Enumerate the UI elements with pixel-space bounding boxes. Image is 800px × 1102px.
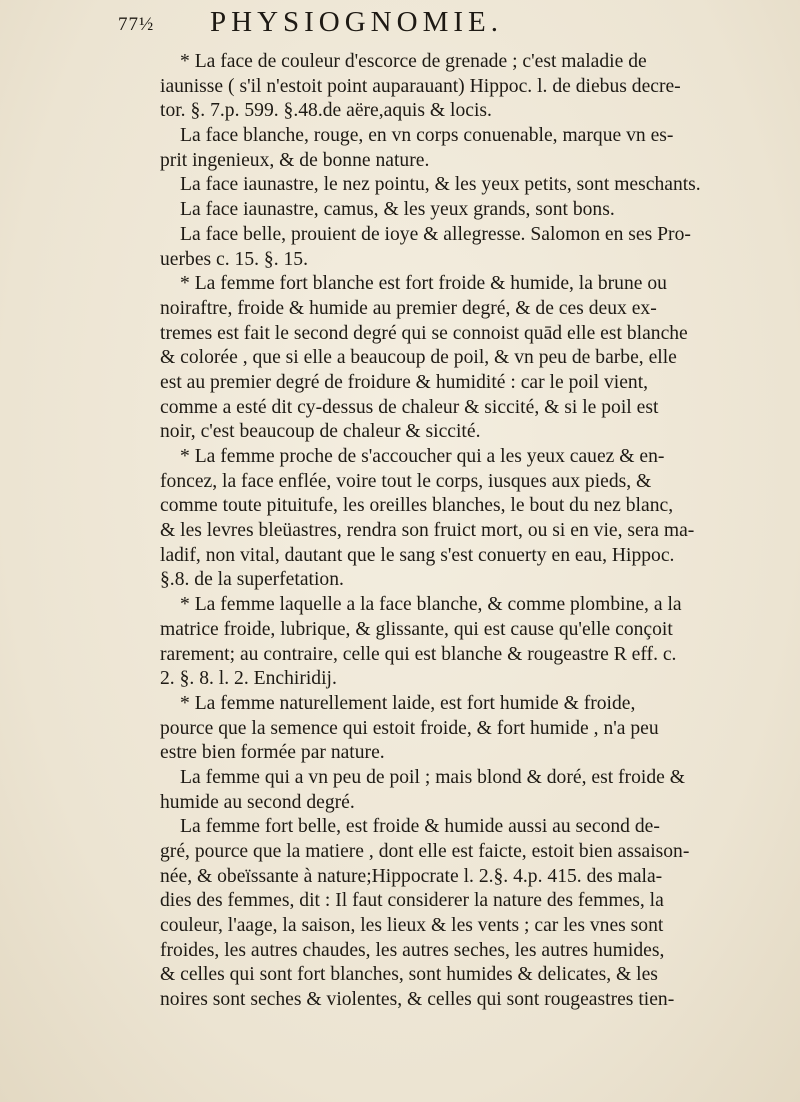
text-line: née, & obeïssante à nature;Hippocrate l. 2.§. 4.p. 415. des mala- xyxy=(160,865,663,887)
text-line: froides, les autres chaudes, les autres seches, les autres humides, xyxy=(160,939,665,961)
text-line: tremes est fait le second degré qui se connoist quād elle est blanche xyxy=(160,322,688,344)
text-line: uerbes c. 15. §. 15. xyxy=(160,248,309,270)
text-line: noires sont seches & violentes, & celles qui sont rougeastres tien- xyxy=(160,989,675,1011)
text-line: La femme fort belle, est froide & humide aussi au second de- xyxy=(180,816,660,838)
text-line: gré, pource que la matiere , dont elle est faicte, estoit bien assaison- xyxy=(160,841,690,862)
text-line: La face belle, prouient de ioye & allegresse. Salomon en ses Pro- xyxy=(180,223,691,245)
text-line: ladif, non vital, dautant que le sang s'est conuerty en eau, Hippoc. xyxy=(160,544,675,566)
text-line: La face iaunastre, camus, & les yeux grands, sont bons. xyxy=(180,199,615,221)
text-line: noir, c'est beaucoup de chaleur & siccité. xyxy=(160,421,481,443)
text-line: humide au second degré. xyxy=(160,791,355,813)
text-line: rarement; au contraire, celle qui est blanche & rougeastre R eff. c. xyxy=(160,643,677,665)
page-header xyxy=(118,6,740,40)
text-line: 2. §. 8. l. 2. Enchiridij. xyxy=(160,668,337,690)
body-text xyxy=(160,50,760,1013)
text-line: * La face de couleur d'escorce de grenade ; c'est maladie de xyxy=(180,51,647,72)
text-line: pource que la semence qui estoit froide, & fort humide , n'a peu xyxy=(160,717,659,739)
text-line: & celles qui sont fort blanches, sont humides & delicates, & les xyxy=(160,964,658,986)
text-line: tor. §. 7.p. 599. §.48.de aëre,aquis & locis. xyxy=(160,100,492,122)
running-head: PHYSIOGNOMIE. xyxy=(210,6,503,38)
text-line: iaunisse ( s'il n'estoit point auparauant) Hippoc. l. de diebus decre- xyxy=(160,75,681,97)
text-line: & colorée , que si elle a beaucoup de poil, & vn peu de barbe, elle xyxy=(160,347,677,369)
text-line: comme a esté dit cy-dessus de chaleur & siccité, & si le poil est xyxy=(160,396,659,418)
text-line: couleur, l'aage, la saison, les lieux & les vents ; car les vnes sont xyxy=(160,915,664,937)
text-line: prit ingenieux, & de bonne nature. xyxy=(160,149,430,171)
text-line: matrice froide, lubrique, & glissante, qui est cause qu'elle conçoit xyxy=(160,618,673,640)
text-line: comme toute pituitufe, les oreilles blanches, le bout du nez blanc, xyxy=(160,495,674,517)
text-line: dies des femmes, dit : Il faut considerer la nature des femmes, la xyxy=(160,890,664,912)
text-line: est au premier degré de froidure & humidité : car le poil vient, xyxy=(160,371,649,393)
text-line: noiraftre, froide & humide au premier degré, & de ces deux ex- xyxy=(160,297,657,319)
text-line: * La femme proche de s'accoucher qui a les yeux cauez & en- xyxy=(180,446,665,467)
text-line: * La femme naturellement laide, est fort humide & froide, xyxy=(180,692,636,714)
text-line: foncez, la face enflée, voire tout le corps, iusques aux pieds, & xyxy=(160,470,652,492)
text-line: & les levres bleüastres, rendra son fruict mort, ou si en vie, sera ma- xyxy=(160,520,695,542)
page-number: 77½ xyxy=(118,14,155,35)
text-line: * La femme fort blanche est fort froide & humide, la brune ou xyxy=(180,273,667,295)
text-line: §.8. de la superfetation. xyxy=(160,569,344,591)
text-line: La femme qui a vn peu de poil ; mais blond & doré, est froide & xyxy=(180,766,685,788)
text-line: estre bien formée par nature. xyxy=(160,742,385,764)
text-line: La face blanche, rouge, en vn corps conuenable, marque vn es- xyxy=(180,125,674,147)
text-line: La face iaunastre, le nez pointu, & les yeux petits, sont meschants. xyxy=(180,174,701,196)
text-line: * La femme laquelle a la face blanche, & comme plombine, a la xyxy=(180,594,682,616)
